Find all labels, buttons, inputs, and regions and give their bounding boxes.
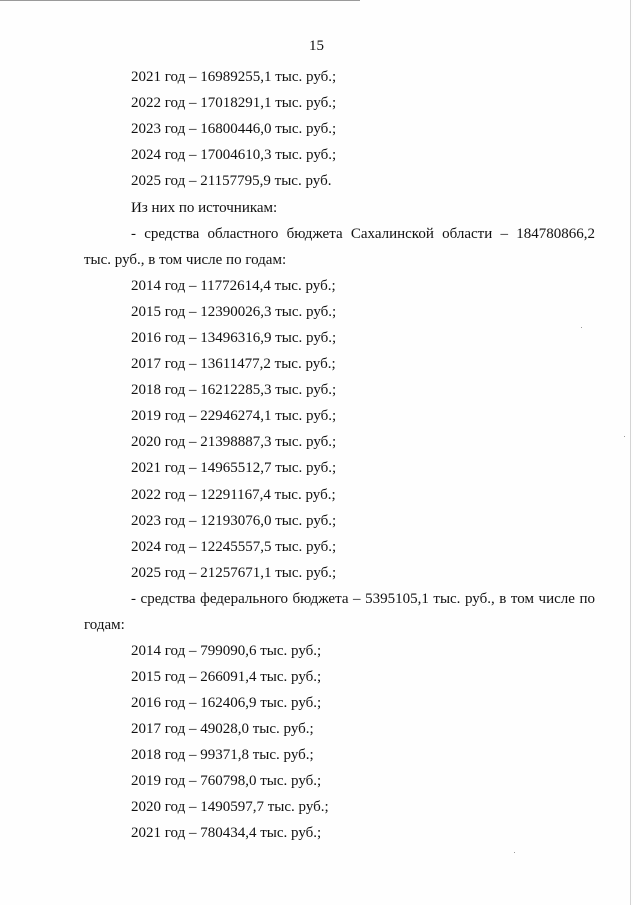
regional-budget-intro: - средства областного бюджета Сахалинской области – 184780866,2	[131, 226, 595, 242]
regional-year-line: 2022 год – 12291167,4 тыс. руб.;	[131, 487, 336, 503]
regional-year-line: 2017 год – 13611477,2 тыс. руб.;	[131, 356, 336, 372]
federal-year-line: 2019 год – 760798,0 тыс. руб.;	[131, 773, 322, 789]
scan-speck	[514, 852, 515, 853]
year-line: 2022 год – 17018291,1 тыс. руб.;	[131, 95, 337, 111]
regional-year-line: 2014 год – 11772614,4 тыс. руб.;	[131, 278, 336, 294]
regional-year-line: 2019 год – 22946274,1 тыс. руб.;	[131, 408, 337, 424]
federal-year-line: 2018 год – 99371,8 тыс. руб.;	[131, 747, 314, 763]
regional-year-line: 2016 год – 13496316,9 тыс. руб.;	[131, 330, 337, 346]
scan-speck	[581, 327, 582, 328]
scan-edge-top	[0, 0, 360, 1]
regional-year-line: 2018 год – 16212285,3 тыс. руб.;	[131, 382, 337, 398]
regional-year-line: 2015 год – 12390026,3 тыс. руб.;	[131, 304, 337, 320]
regional-budget-intro-cont: тыс. руб., в том числе по годам:	[84, 252, 287, 268]
year-line: 2023 год – 16800446,0 тыс. руб.;	[131, 121, 337, 137]
federal-year-line: 2016 год – 162406,9 тыс. руб.;	[131, 695, 322, 711]
regional-year-line: 2023 год – 12193076,0 тыс. руб.;	[131, 513, 337, 529]
scan-edge-right	[630, 0, 631, 905]
year-line: 2024 год – 17004610,3 тыс. руб.;	[131, 147, 337, 163]
federal-year-line: 2014 год – 799090,6 тыс. руб.;	[131, 643, 322, 659]
federal-year-line: 2015 год – 266091,4 тыс. руб.;	[131, 669, 322, 685]
federal-budget-intro-cont: годам:	[84, 617, 125, 633]
federal-year-line: 2021 год – 780434,4 тыс. руб.;	[131, 825, 322, 841]
scan-speck	[624, 436, 625, 437]
page-number: 15	[309, 38, 324, 54]
regional-year-line: 2020 год – 21398887,3 тыс. руб.;	[131, 434, 337, 450]
year-line: 2021 год – 16989255,1 тыс. руб.;	[131, 69, 337, 85]
regional-year-line: 2025 год – 21257671,1 тыс. руб.;	[131, 565, 337, 581]
federal-budget-intro: - средства федерального бюджета – 5395105,1 тыс. руб., в том числе по	[131, 591, 595, 607]
federal-year-line: 2020 год – 1490597,7 тыс. руб.;	[131, 799, 329, 815]
federal-year-line: 2017 год – 49028,0 тыс. руб.;	[131, 721, 314, 737]
sources-heading: Из них по источникам:	[131, 200, 278, 216]
year-line: 2025 год – 21157795,9 тыс. руб.	[131, 173, 332, 189]
regional-year-line: 2024 год – 12245557,5 тыс. руб.;	[131, 539, 337, 555]
regional-year-line: 2021 год – 14965512,7 тыс. руб.;	[131, 460, 337, 476]
